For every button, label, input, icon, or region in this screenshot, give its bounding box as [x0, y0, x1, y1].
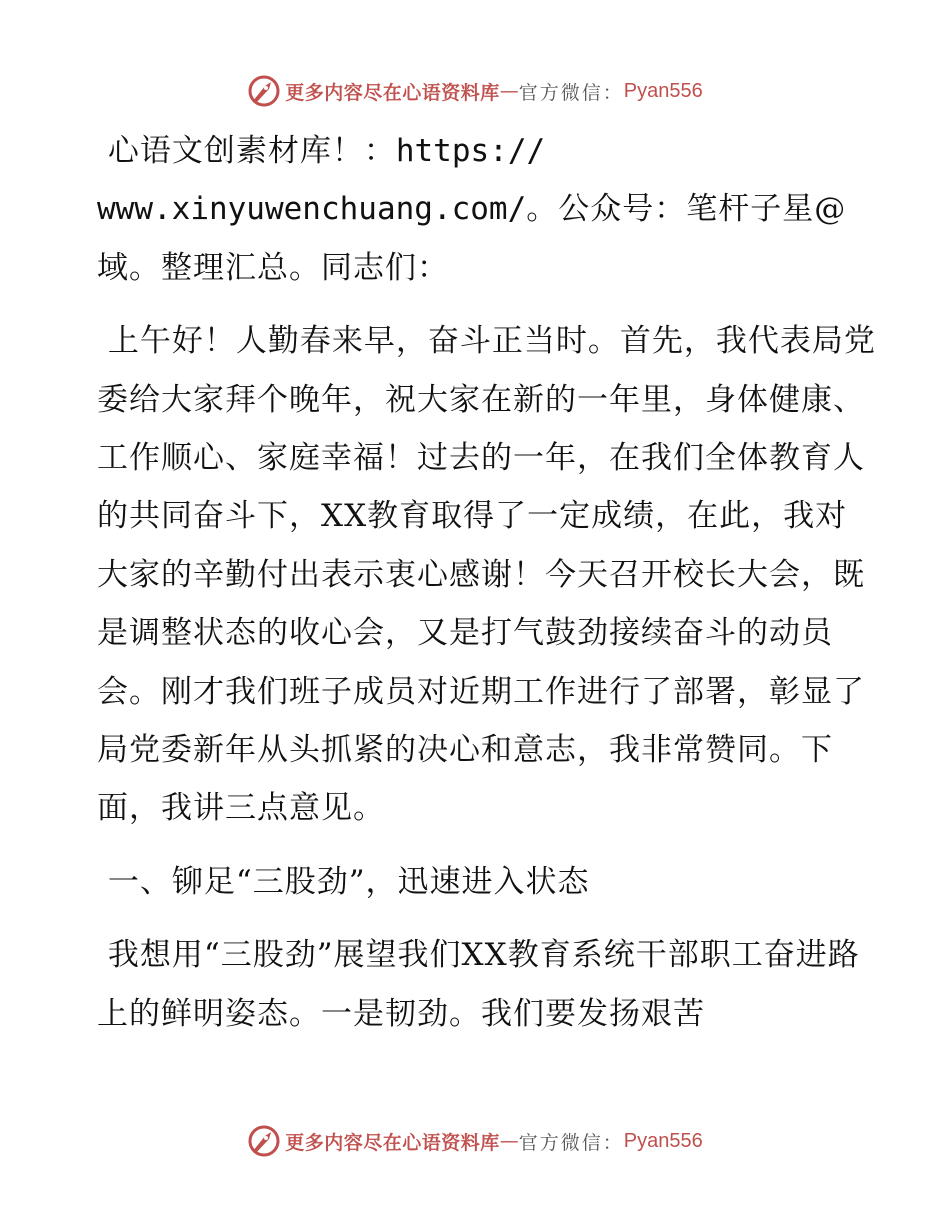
intro-paragraph [97, 122, 877, 297]
greeting-paragraph: 上午好！人勤春来早，奋斗正当时。首先，我代表局党委给大家拜个晚年，祝大家在新的一年里，身体健康、工作顺心、家庭幸福！过去的一年，在我们全体教育人的共同奋斗下，XX教育取得了一定成绩，在此，我对大家的辛勤付出表示衷心感谢！今天召开校长大会，既是调整状态的收心会，又是打气鼓劲接续奋斗的动员会。刚才我们班子成员对近期工作进行了部署，彰显了局党委新年从头抓紧的决心和意志，我非常赞同。下面，我讲三点意见。 [97, 323, 876, 827]
banner-dash: — [499, 80, 519, 102]
intro-url-part2: www.xinyuwenchuang.com/ [97, 191, 527, 228]
intro-line1-text: 心语文创素材库！： [97, 133, 396, 169]
banner-wechat-label: 官方微信： [518, 1131, 624, 1154]
section-1-paragraph: 我想用“三股劲”展望我们XX教育系统干部职工奋进路上的鲜明姿态。一是韧劲。我们要发扬艰苦 [97, 937, 860, 1032]
banner-wechat-id: Pyan556 [623, 79, 703, 102]
intro-line3-text: 域。整理汇总。同志们： [97, 249, 449, 286]
banner-main-text: 更多内容尽在心语资料库 [285, 81, 500, 104]
banner-dash: — [499, 1130, 519, 1152]
intro-url-part1: https:// [395, 133, 546, 169]
header-watermark-banner [0, 74, 950, 108]
pen-nib-logo-icon [247, 74, 281, 108]
footer-watermark-banner [0, 1124, 950, 1158]
document-body [97, 122, 877, 1043]
intro-line2-text: 。公众号：笔杆子星@ [526, 191, 847, 228]
banner-wechat-label: 官方微信： [518, 81, 624, 104]
banner-wechat-id: Pyan556 [623, 1129, 703, 1152]
banner-main-text: 更多内容尽在心语资料库 [285, 1131, 500, 1154]
section-heading-1: 一、铆足“三股劲”，迅速进入状态 [97, 863, 590, 900]
pen-nib-logo-icon [247, 1124, 281, 1158]
